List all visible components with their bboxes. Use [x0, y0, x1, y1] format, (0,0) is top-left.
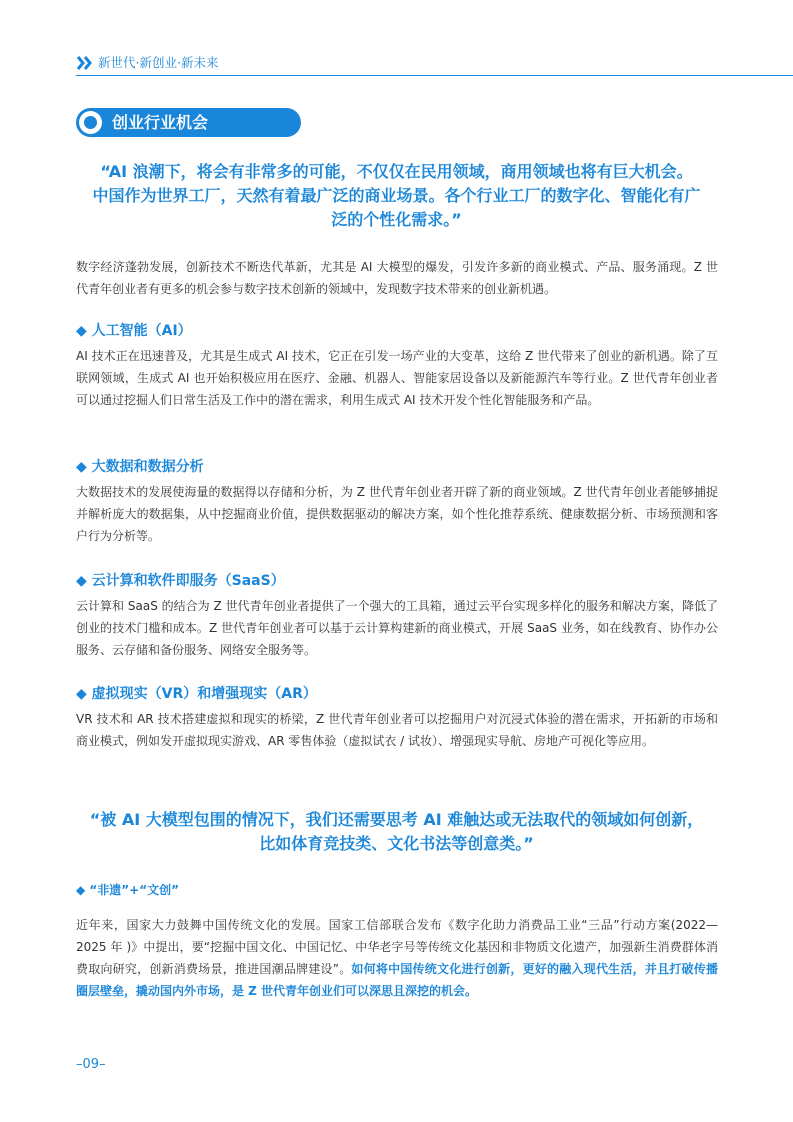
section-body-bigdata: 大数据技术的发展使海量的数据得以存储和分析，为 Z 世代青年创业者开辟了新的商业领域。Z 世代青年创业者能够捕捉并解析庞大的数据集，从中挖掘商业价值，提供数据驱动的解决方案，如个性化推荐系统、健康数据分析、市场预测和客户行为分析等。	[76, 485, 718, 543]
page-header	[76, 54, 793, 74]
highlight-text: 如何将中国传统文化进行创新，更好的融入现代生活，并且打破传播圈层壁垒，撬动国内外市场，是 Z 世代青年创业们可以深思且深挖的机会。	[76, 962, 718, 998]
intro-paragraph: 数字经济蓬勃发展，创新技术不断迭代革新，尤其是 AI 大模型的爆发，引发许多新的商业模式、产品、服务涌现。Z 世代青年创业者有更多的机会参与数字技术创新的领域中，发现数字技术带来的创业新机遇。	[76, 260, 718, 296]
section-heading-saas: ◆ 云计算和软件即服务（SaaS）	[76, 573, 285, 589]
section-heading-ai: ◆ 人工智能（AI）	[76, 323, 192, 339]
section-heading-heritage: ◆ “非遗”+“文创”	[76, 883, 180, 897]
double-chevron-icon	[76, 56, 92, 70]
section-title: 创业行业机会	[112, 113, 209, 132]
section-heading-bigdata: ◆ 大数据和数据分析	[76, 459, 204, 475]
circle-bullet-icon	[79, 111, 102, 134]
section-body-ai: AI 技术正在迅速普及，尤其是生成式 AI 技术，它正在引发一场产业的大变革，这给 Z 世代带来了创业的新机遇。除了互联网领域，生成式 AI 也开始积极应用在医疗、金融、机器人、智能家居设备以及新能源汽车等行业。Z 世代青年创业者可以通过挖掘人们日常生活及工作中的潜在需求，利用生成式 AI 技术开发个性化智能服务和产品。	[76, 349, 718, 407]
section-body-vr-ar: VR 技术和 AR 技术搭建虚拟和现实的桥梁，Z 世代青年创业者可以挖掘用户对沉浸式体验的潜在需求，开拓新的市场和商业模式，例如发开虚拟现实游戏、AR 零售体验（虚拟试衣 / 试妆）、增强现实导航、房地产可视化等应用。	[76, 712, 718, 748]
section-heading-vr-ar: ◆ 虚拟现实（VR）和增强现实（AR）	[76, 686, 317, 702]
quote-line: 中国作为世界工厂，天然有着最广泛的商业场景。各个行业工厂的数字化、智能化有广	[92, 186, 701, 205]
header-divider	[76, 75, 793, 76]
pull-quote-1	[60, 160, 733, 232]
section-title-banner	[76, 108, 301, 137]
body-text: 近年来，国家大力鼓舞中国传统文化的发展。国家工信部联合发布《数字化助力消费品工业“三品”行动方案(2022—2025 年 )》中提出，要“挖掘中国文化、中国记忆、中华老字号等传统文化基因和非物质文化遗产，加强新生消费群体消费取向研究，创新消费场景，推进国潮品牌建设”。	[76, 918, 718, 976]
quote-line: 比如体育竞技类、文化书法等创意类。”	[259, 834, 534, 853]
header-title: 新世代·新创业·新未来	[98, 55, 219, 70]
page-number: –09–	[76, 1057, 106, 1072]
section-body-saas: 云计算和 SaaS 的结合为 Z 世代青年创业者提供了一个强大的工具箱，通过云平台实现多样化的服务和解决方案，降低了创业的技术门槛和成本。Z 世代青年创业者可以基于云计算构建新的商业模式，开展 SaaS 业务，如在线教育、协作办公服务、云存储和备份服务、网络安全服务等。	[76, 599, 718, 657]
quote-line: 泛的个性化需求。”	[331, 210, 462, 229]
quote-line: “AI 浪潮下，将会有非常多的可能，不仅仅在民用领域，商用领域也将有巨大机会。	[100, 162, 693, 181]
quote-line: “被 AI 大模型包围的情况下，我们还需要思考 AI 难触达或无法取代的领域如何创新，	[89, 810, 704, 829]
section-body-heritage	[76, 914, 718, 1002]
pull-quote-2	[60, 808, 733, 856]
